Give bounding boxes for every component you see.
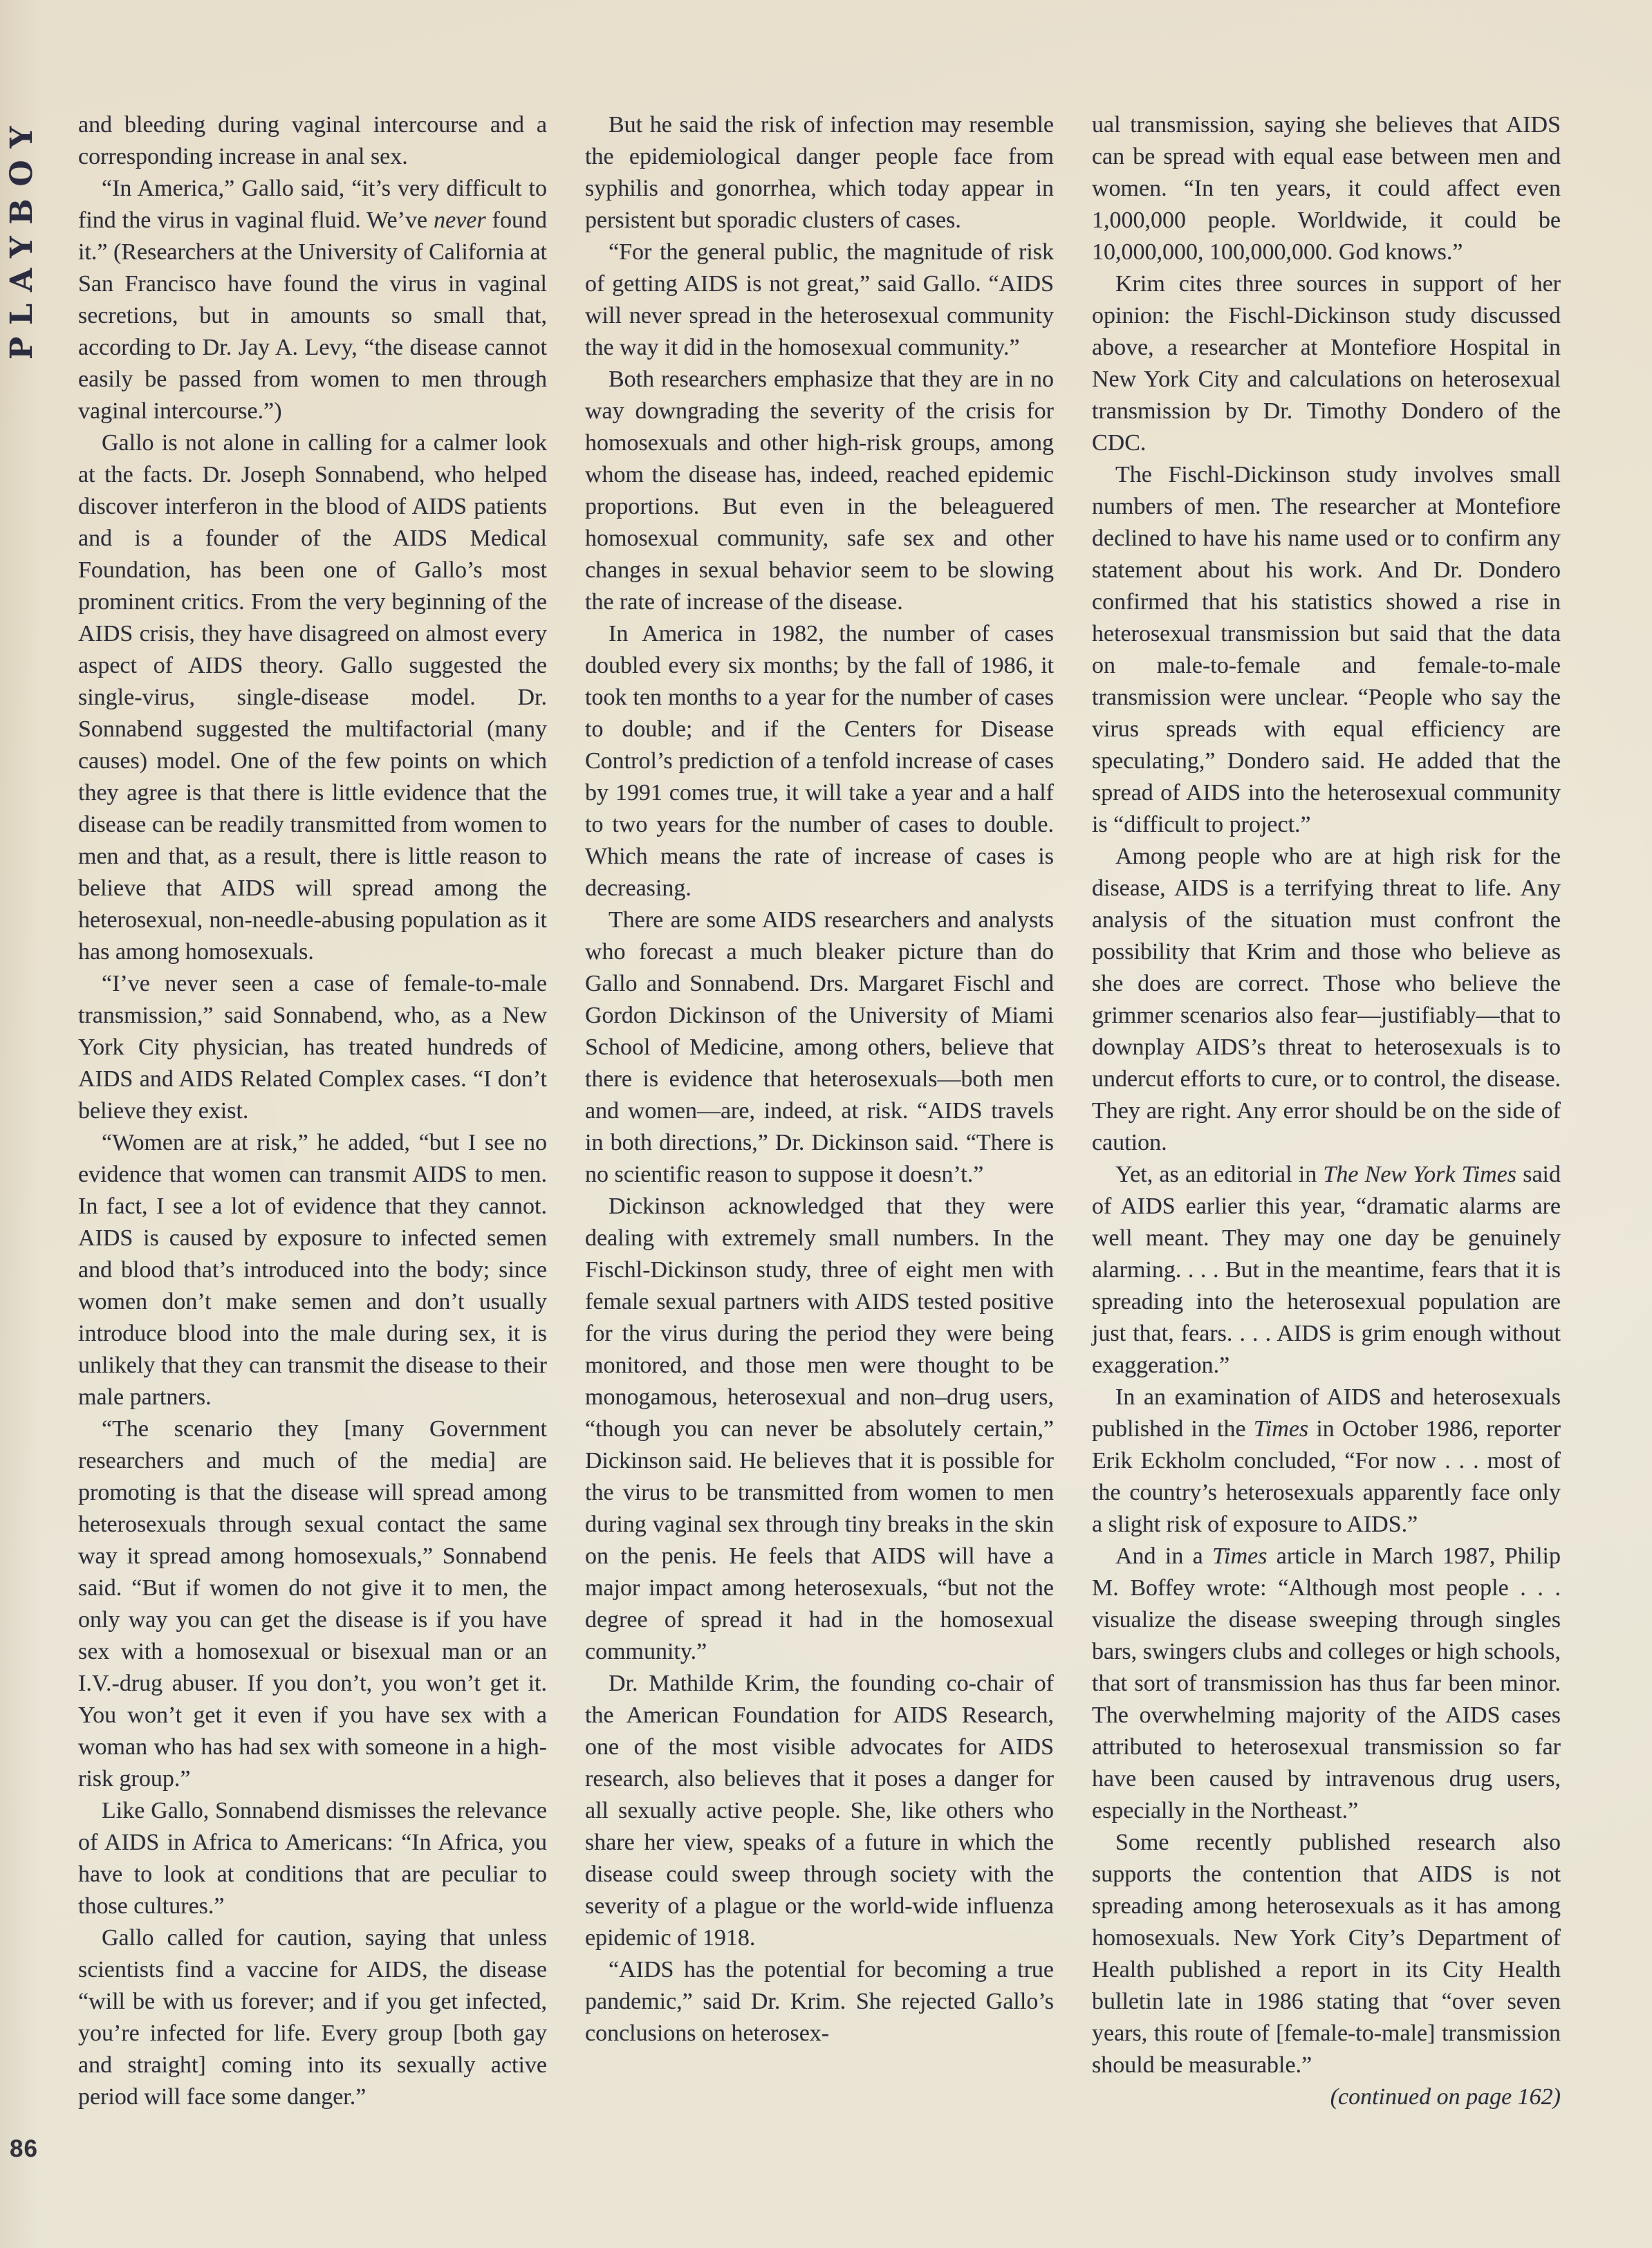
body-text: Krim cites three sources in support of her opinion: the Fischl-Dickinson study discussed above, a researcher at Montefiore Hospital in New York City and calculations on heterosexual transmission by Dr. Timothy Dondero of the CDC.	[1092, 271, 1561, 456]
article-paragraph	[585, 1191, 1054, 1668]
body-text: said of AIDS earlier this year, “dramatic alarms are well meant. They may one day be genuinely alarming. . . . But in the meantime, fears that it is spreading into the heterosexual population are just that, fears. . . . AIDS is grim enough without exaggeration.”	[1092, 1162, 1561, 1378]
body-text: ual transmission, saying she believes that AIDS can be spread with equal ease between men and women. “In ten years, it could affect even 1,000,000 people. Worldwide, it could be 10,000,000, 100,000,000. God knows.”	[1092, 112, 1561, 265]
article-paragraph	[1092, 1159, 1561, 1382]
article-paragraph	[585, 364, 1054, 618]
article-paragraph	[1092, 268, 1561, 459]
body-text: article in March 1987, Philip M. Boffey wrote: “Although most people . . . visualize the disease sweeping through singles bars, swingers clubs and colleges or high schools, that sort of transmission has thus far been minor. The overwhelming majority of the AIDS cases attributed to heterosexual transmission so far have been caused by intravenous drug users, especially in the Northeast.”	[1092, 1543, 1561, 1823]
article-paragraph	[78, 1795, 547, 1922]
body-text: “For the general public, the magnitude of risk of getting AIDS is not great,” said Gallo. “AIDS will never spread in the heterosexual community the way it did in the homosexual community.”	[585, 239, 1054, 360]
masthead-text: PLAYBOY	[4, 114, 39, 360]
body-text: And in a	[1115, 1543, 1213, 1569]
article-paragraph	[78, 968, 547, 1127]
body-text: “AIDS has the potential for becoming a true pandemic,” said Dr. Krim. She rejected Gallo’s conclusions on heterosex-	[585, 1957, 1054, 2046]
playboy-masthead-vertical	[4, 104, 37, 360]
body-text: found it.” (Researchers at the University of California at San Francisco have found the virus in vaginal secretions, but in amounts so small that, according to Dr. Jay A. Levy, “the disease cannot easily be passed from women to men through vaginal intercourse.”)	[78, 207, 547, 424]
article-paragraph	[1092, 1827, 1561, 2081]
article-paragraph	[78, 427, 547, 968]
italic-text: never	[434, 207, 486, 233]
body-text: There are some AIDS researchers and analysts who forecast a much bleaker picture than do Gallo and Sonnabend. Drs. Margaret Fischl and Gordon Dickinson of the University of Miami School of Medicine, among others, believe that there is evidence that heterosexuals—both men and women—are, indeed, at risk. “AIDS travels in both directions,” Dr. Dickinson said. “There is no scientific reason to suppose it doesn’t.”	[585, 907, 1054, 1187]
article-paragraph	[585, 618, 1054, 904]
body-text: In an examination of AIDS and heterosexuals published in the	[1092, 1384, 1561, 1442]
body-text: “I’ve never seen a case of female-to-male transmission,” said Sonnabend, who, as a New York City physician, has treated hundreds of AIDS and AIDS Related Complex cases. “I don’t believe they exist.	[78, 971, 547, 1124]
body-text: The Fischl-Dickinson study involves small numbers of men. The researcher at Montefiore declined to have his name used or to confirm any statement about his work. And Dr. Dondero confirmed that his statistics showed a rise in heterosexual transmission but said that the data on male-to-female and female-to-male transmission were unclear. “People who say the virus spreads with equal efficiency are speculating,” Dondero said. He added that the spread of AIDS into the heterosexual community is “difficult to project.”	[1092, 462, 1561, 837]
body-text: Yet, as an editorial in	[1115, 1162, 1324, 1187]
body-text: Like Gallo, Sonnabend dismisses the relevance of AIDS in Africa to Americans: “In Africa, you have to look at conditions that are peculiar to those cultures.”	[78, 1798, 547, 1919]
article-paragraph	[585, 904, 1054, 1191]
article-paragraph	[78, 1922, 547, 2113]
article-paragraph	[585, 236, 1054, 364]
body-text: Gallo called for caution, saying that unless scientists find a vaccine for AIDS, the disease “will be with us forever; and if you get infected, you’re infected for life. Every group [both gay and straight] coming into its sexually active period will face some danger.”	[78, 1925, 547, 2110]
body-text: In America in 1982, the number of cases doubled every six months; by the fall of 1986, it took ten months to a year for the number of cases to double; and if the Centers for Disease Control’s prediction of a tenfold increase of cases by 1991 comes true, it will take a year and a half to two years for the number of cases to double. Which means the rate of increase of cases is decreasing.	[585, 621, 1054, 901]
body-text: Among people who are at high risk for the disease, AIDS is a terrifying threat to life. Any analysis of the situation must confront the possibility that Krim and those who believe as she does are correct. Those who believe the grimmer scenarios also fear—justifiably—that to downplay AIDS’s threat to heterosexuals is to undercut efforts to cure, or to control, the disease. They are right. Any error should be on the side of caution.	[1092, 844, 1561, 1155]
article-paragraph	[78, 173, 547, 427]
italic-text: (continued on page 162)	[1330, 2084, 1561, 2110]
body-text: Dickinson acknowledged that they were dealing with extremely small numbers. In the Fischl-Dickinson study, three of eight men with female sexual partners with AIDS tested positive for the virus during the period they were being monitored, and those men were thought to be monogamous, heterosexual and non–drug users, “though you can never be absolutely certain,” Dickinson said. He believes that it is possible for the virus to be transmitted from women to men during vaginal sex through tiny breaks in the skin on the penis. He feels that AIDS will have a major impact among heterosexuals, “but not the degree of spread it had in the homosexual community.”	[585, 1193, 1054, 1664]
page-number: 86	[10, 2135, 38, 2162]
body-text: Dr. Mathilde Krim, the founding co-chair of the American Foundation for AIDS Research, one of the most visible advocates for AIDS research, also believes that it poses a danger for all sexually active people. She, like others who share her view, speaks of a future in which the disease could sweep through society with the severity of a plague or the world-wide influenza epidemic of 1918.	[585, 1671, 1054, 1951]
article-paragraph	[585, 1954, 1054, 2050]
body-text: But he said the risk of infection may resemble the epidemiological danger people face from syphilis and gonorrhea, which today appear in persistent but sporadic clusters of cases.	[585, 112, 1054, 233]
article-paragraph	[78, 1413, 547, 1795]
body-text: Gallo is not alone in calling for a calmer look at the facts. Dr. Joseph Sonnabend, who helped discover interferon in the blood of AIDS patients and is a founder of the AIDS Medical Foundation, has been one of Gallo’s most prominent critics. From the very beginning of the AIDS crisis, they have disagreed on almost every aspect of AIDS theory. Gallo suggested the single-virus, single-disease model. Dr. Sonnabend suggested the multifactorial (many causes) model. One of the few points on which they agree is that there is little evidence that the disease can be readily transmitted from women to men and that, as a result, there is little reason to believe that AIDS will spread among the heterosexual, non-needle-abusing population as it has among homosexuals.	[78, 430, 547, 965]
continued-note	[1092, 2081, 1561, 2113]
body-text: Some recently published research also supports the contention that AIDS is not spreading among heterosexuals as it has among homosexuals. New York City’s Department of Health published a report in its City Health bulletin late in 1986 stating that “over seven years, this route of [female-to-male] transmission should be measurable.”	[1092, 1830, 1561, 2078]
article-paragraph	[78, 1127, 547, 1413]
article-paragraph	[1092, 109, 1561, 268]
italic-text: Times	[1212, 1543, 1268, 1569]
italic-text: The New York Times	[1323, 1162, 1516, 1187]
article-paragraph	[585, 109, 1054, 236]
article-paragraph	[78, 109, 547, 173]
article-column-3	[1092, 109, 1561, 2113]
article-paragraph	[1092, 459, 1561, 841]
body-text: “In America,” Gallo said, “it’s very difficult to find the virus in vaginal fluid. We’ve	[78, 176, 547, 233]
article-paragraph	[585, 1668, 1054, 1954]
article-paragraph	[1092, 1382, 1561, 1541]
body-text: in October 1986, reporter Erik Eckholm concluded, “For now . . . most of the country’s heterosexuals apparently face only a slight risk of exposure to AIDS.”	[1092, 1416, 1561, 1537]
body-text: “The scenario they [many Government researchers and much of the media] are promoting is that the disease will spread among heterosexuals through sexual contact the same way it spread among homosexuals,” Sonnabend said. “But if women do not give it to men, the only way you can get the disease is if you have sex with a homosexual or bisexual man or an I.V.-drug abuser. If you don’t, you won’t get it. You won’t get it even if you have sex with a woman who has had sex with someone in a high-risk group.”	[78, 1416, 547, 1792]
article-paragraph	[1092, 1541, 1561, 1827]
body-text: Both researchers emphasize that they are in no way downgrading the severity of the crisis for homosexuals and other high-risk groups, among whom the disease has, indeed, reached epidemic proportions. But even in the beleaguered homosexual community, safe sex and other changes in sexual behavior seem to be slowing the rate of increase of the disease.	[585, 366, 1054, 615]
body-text: “Women are at risk,” he added, “but I see no evidence that women can transmit AIDS to men. In fact, I see a lot of evidence that they cannot. AIDS is caused by exposure to infected semen and blood that’s introduced into the body; since women don’t make semen and don’t usually introduce blood into the male during sex, it is unlikely that they can transmit the disease to their male partners.	[78, 1130, 547, 1410]
article-column-1	[78, 109, 547, 2113]
article-paragraph	[1092, 841, 1561, 1159]
italic-text: Times	[1253, 1416, 1309, 1442]
article-column-2	[585, 109, 1054, 2050]
body-text: and bleeding during vaginal intercourse and a corresponding increase in anal sex.	[78, 112, 547, 169]
